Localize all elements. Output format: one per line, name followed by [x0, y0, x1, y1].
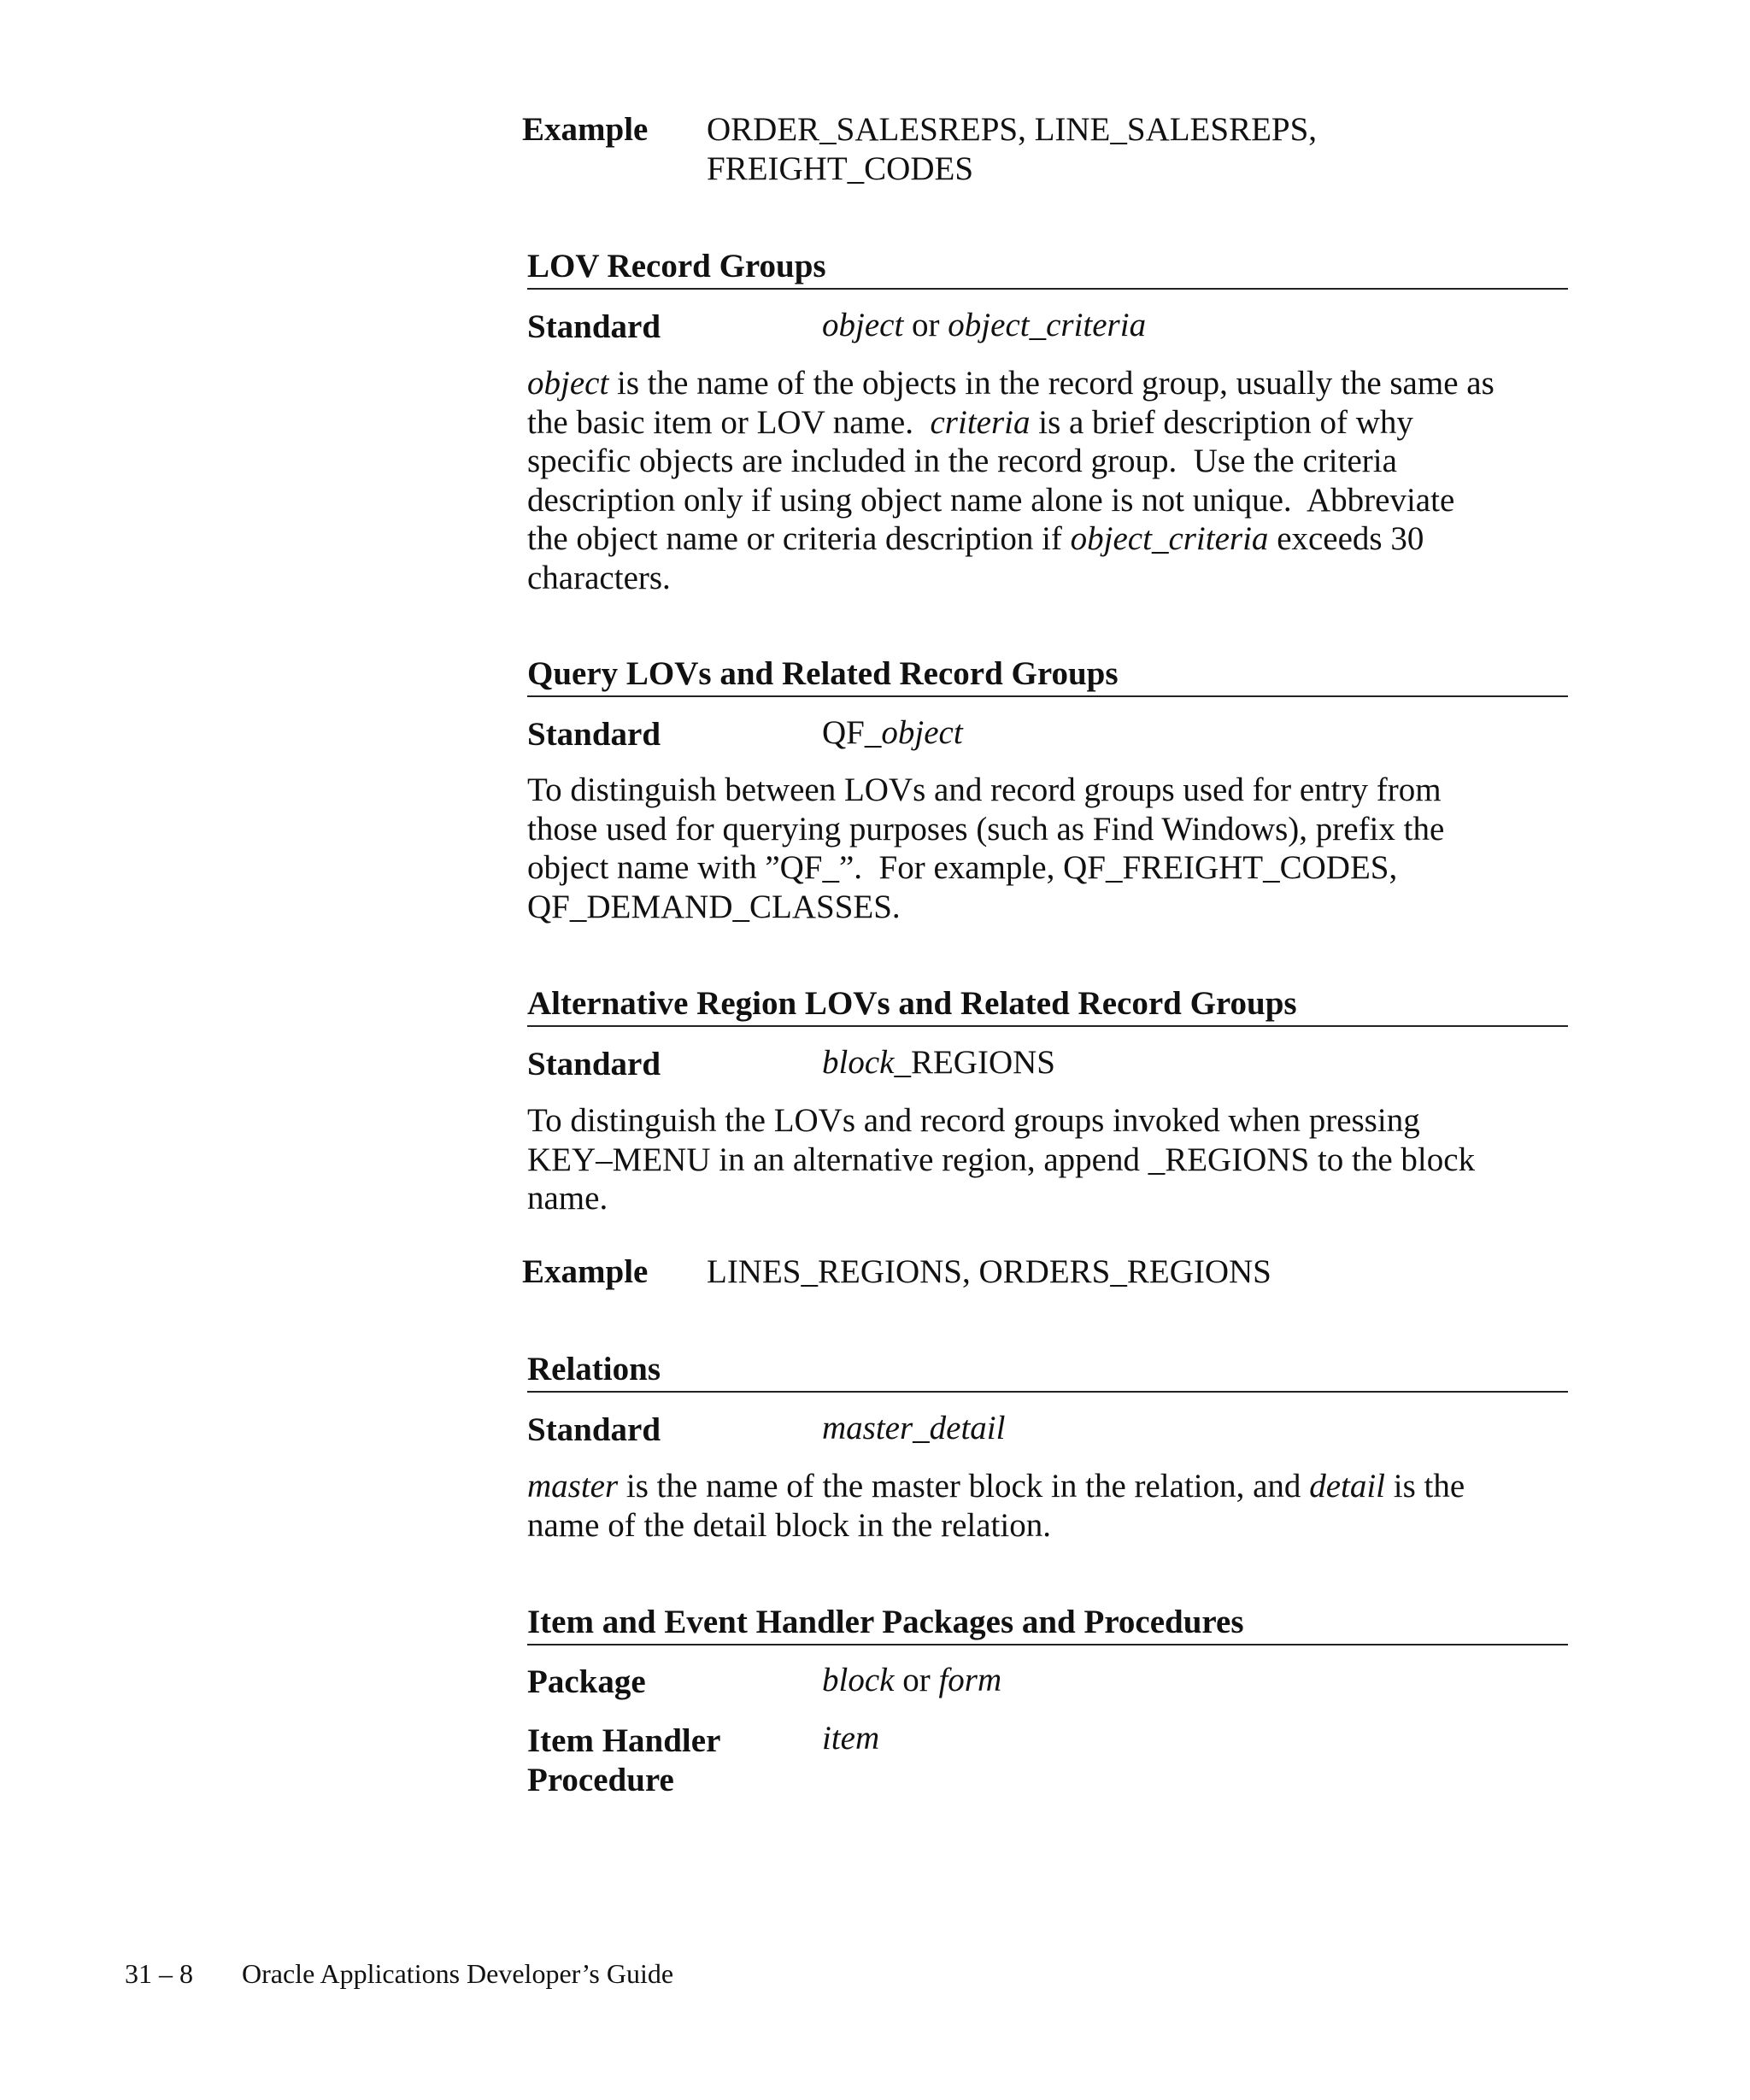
section-heading-relations: Relations	[527, 1350, 1568, 1393]
paragraph-line: specific objects are included in the record group. Use the criteria	[527, 443, 1397, 480]
example-value-line: FREIGHT_CODES	[707, 150, 974, 187]
standard-label: Standard	[527, 308, 661, 345]
paragraph-span: is a brief description of why	[1030, 403, 1413, 441]
example-value	[707, 110, 1317, 189]
paragraph-line: QF_DEMAND_CLASSES.	[527, 888, 901, 925]
standard-value	[822, 713, 963, 753]
section-paragraph	[527, 364, 1574, 598]
footer-page-number: 31 – 8	[125, 1958, 193, 1989]
paragraph-line: description only if using object name alone is not unique. Abbreviate	[527, 481, 1455, 519]
standard-value	[822, 1409, 1005, 1448]
item-handler-label-line: Procedure	[527, 1762, 674, 1798]
standard-label: Standard	[527, 1411, 661, 1448]
package-value	[822, 1661, 1001, 1700]
paragraph-line: KEY–MENU in an alternative region, append _REGIONS to the block	[527, 1141, 1476, 1178]
section-paragraph	[527, 1101, 1574, 1218]
standard-label: Standard	[527, 1046, 661, 1082]
paragraph-line	[527, 364, 1574, 403]
paragraph-line: To distinguish between LOVs and record groups used for entry from	[527, 771, 1442, 808]
section-paragraph	[527, 771, 1574, 926]
section-paragraph	[527, 1467, 1574, 1545]
paragraph-span: is the name of the master block in the relation, and	[618, 1468, 1310, 1505]
paragraph-span: exceeds 30	[1268, 520, 1424, 558]
paragraph-line: those used for querying purposes (such as Find Windows), prefix the	[527, 810, 1445, 848]
package-label: Package	[527, 1663, 646, 1700]
standard-value-part: or	[903, 307, 948, 343]
example-label: Example	[522, 1253, 649, 1290]
section-heading-handlers: Item and Event Handler Packages and Procedures	[527, 1603, 1568, 1645]
paragraph-span: the object name or criteria description if	[527, 520, 1071, 558]
paragraph-span: master	[527, 1468, 619, 1505]
paragraph-span: criteria	[930, 403, 1031, 441]
section-heading-alternative-region: Alternative Region LOVs and Related Record Groups	[527, 984, 1568, 1027]
paragraph-span: the basic item or LOV name.	[527, 403, 931, 441]
paragraph-line: object name with ”QF_”. For example, QF_FREIGHT_CODES,	[527, 849, 1398, 887]
example-value: LINES_REGIONS, ORDERS_REGIONS	[707, 1253, 1271, 1290]
item-handler-value-part: item	[822, 1720, 880, 1757]
package-value-part: form	[938, 1662, 1002, 1698]
standard-value	[822, 1043, 1055, 1082]
paragraph-line	[527, 403, 1574, 443]
paragraph-span: detail	[1309, 1468, 1386, 1505]
standard-value-part: object	[822, 307, 904, 343]
item-handler-label-line: Item Handler	[527, 1722, 721, 1759]
example-value-line: ORDER_SALESREPS, LINE_SALESREPS,	[707, 111, 1318, 148]
item-handler-label	[527, 1722, 720, 1800]
standard-value-part: block	[822, 1044, 895, 1081]
standard-value-part: object_criteria	[948, 307, 1147, 343]
paragraph-line: name of the detail block in the relation.	[527, 1506, 1051, 1544]
paragraph-line	[527, 519, 1574, 559]
standard-value	[822, 306, 1146, 345]
footer-book-title: Oracle Applications Developer’s Guide	[242, 1958, 674, 1989]
paragraph-span: object_criteria	[1070, 520, 1269, 558]
section-heading-query-lovs: Query LOVs and Related Record Groups	[527, 654, 1568, 697]
paragraph-line: To distinguish the LOVs and record groups invoked when pressing	[527, 1102, 1420, 1139]
standard-value-part: object	[881, 714, 963, 751]
standard-value-part: master_detail	[822, 1410, 1006, 1446]
package-value-part: or	[894, 1662, 939, 1698]
paragraph-span: is the	[1385, 1468, 1465, 1505]
paragraph-line: characters.	[527, 559, 671, 596]
paragraph-line: name.	[527, 1180, 608, 1217]
item-handler-value	[822, 1719, 879, 1758]
section-heading-lov-record-groups: LOV Record Groups	[527, 247, 1568, 290]
paragraph-span: object	[527, 365, 609, 402]
standard-value-part: QF_	[822, 714, 882, 751]
package-value-part: block	[822, 1662, 895, 1698]
standard-label: Standard	[527, 716, 661, 753]
standard-value-part: _REGIONS	[894, 1044, 1055, 1081]
paragraph-span: is the name of the objects in the record group, usually the same as	[608, 365, 1495, 402]
example-label: Example	[522, 111, 649, 148]
paragraph-line	[527, 1467, 1574, 1506]
